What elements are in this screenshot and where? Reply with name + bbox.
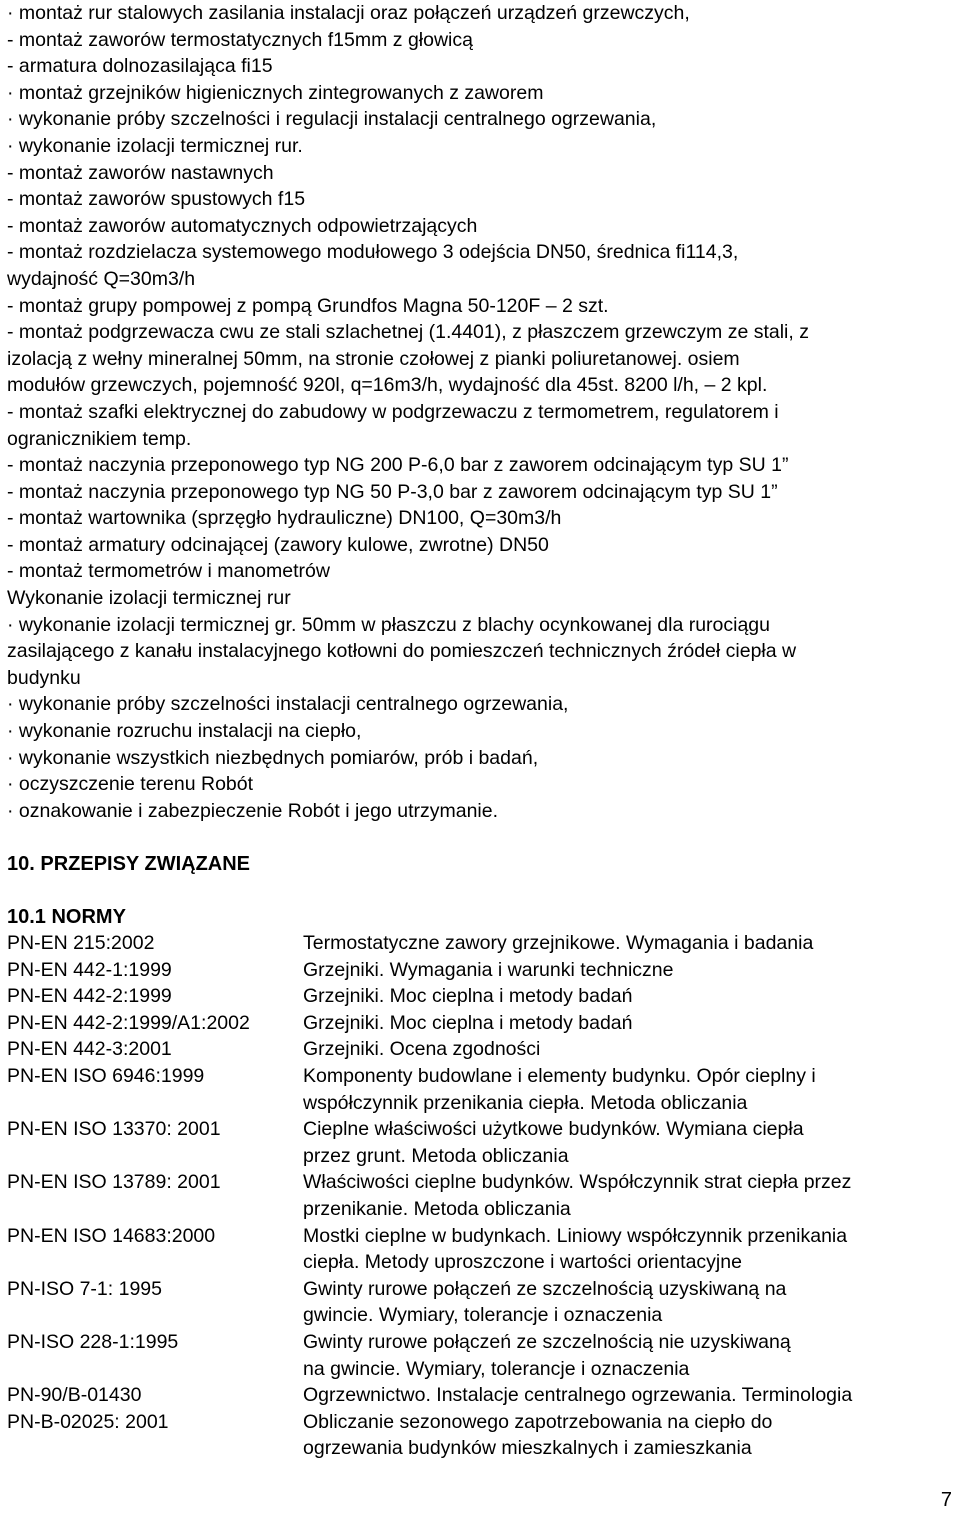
list-item: - montaż zaworów termostatycznych f15mm z głowicą xyxy=(7,28,473,51)
list-item: budynku xyxy=(7,666,81,689)
norm-row xyxy=(7,1010,959,1037)
list-item: · montaż grzejników higienicznych zintegrowanych z zaworem xyxy=(7,81,544,104)
norm-code: PN-ISO 7-1: 1995 xyxy=(7,1277,162,1300)
list-item: - montaż armatury odcinającej (zawory kulowe, zwrotne) DN50 xyxy=(7,533,549,556)
norm-description-line: Komponenty budowlane i elementy budynku. Opór cieplny i xyxy=(303,1064,816,1087)
norm-code: PN-EN ISO 13789: 2001 xyxy=(7,1171,221,1194)
norm-description xyxy=(303,957,959,984)
list-item: ogranicznikiem temp. xyxy=(7,427,192,450)
norm-row xyxy=(7,1409,959,1462)
list-item: - montaż grupy pompowej z pompą Grundfos Magna 50-120F – 2 szt. xyxy=(7,294,609,317)
norm-description-line: gwincie. Wymiary, tolerancje i oznaczenia xyxy=(303,1304,663,1327)
norm-description-line: Mostki cieplne w budynkach. Liniowy współczynnik przenikania xyxy=(303,1224,848,1247)
works-list xyxy=(7,0,957,824)
norm-row xyxy=(7,1382,959,1409)
norm-description xyxy=(303,1116,959,1169)
list-item: · oznakowanie i zabezpieczenie Robót i jego utrzymanie. xyxy=(7,799,499,822)
norm-row xyxy=(7,1276,959,1329)
list-item: - montaż podgrzewacza cwu ze stali szlachetnej (1.4401), z płaszczem grzewczym ze stali, z xyxy=(7,321,809,344)
norm-description-line: Gwinty rurowe połączeń ze szczelnością uzyskiwaną na xyxy=(303,1277,787,1300)
norm-row xyxy=(7,957,959,984)
norm-description-line: Termostatyczne zawory grzejnikowe. Wymagania i badania xyxy=(303,932,814,954)
norm-description-line: Grzejniki. Moc cieplna i metody badań xyxy=(303,985,633,1008)
norm-row xyxy=(7,1036,959,1063)
norm-code: PN-EN ISO 6946:1999 xyxy=(7,1064,205,1087)
norm-code: PN-EN 442-2:1999 xyxy=(7,985,172,1008)
list-item: · oczyszczenie terenu Robót xyxy=(7,773,254,796)
list-item: - montaż zaworów spustowych f15 xyxy=(7,188,306,211)
list-item: modułów grzewczych, pojemność 920l, q=16m3/h, wydajność dla 45st. 8200 l/h, – 2 kpl. xyxy=(7,374,768,397)
norm-description-line: współczynnik przenikania ciepła. Metoda obliczania xyxy=(303,1091,748,1114)
norm-description xyxy=(303,930,959,957)
norm-code: PN-EN ISO 13370: 2001 xyxy=(7,1118,221,1141)
list-item: - armatura dolnozasilająca fi15 xyxy=(7,55,273,78)
norm-description xyxy=(303,1063,959,1116)
norm-row xyxy=(7,1116,959,1169)
norm-row xyxy=(7,1223,959,1276)
list-item: wydajność Q=30m3/h xyxy=(7,267,196,290)
list-item: - montaż rozdzielacza systemowego modułowego 3 odejścia DN50, średnica fi114,3, xyxy=(7,241,739,264)
list-item: · wykonanie rozruchu instalacji na ciepło, xyxy=(7,720,362,743)
list-item: - montaż termometrów i manometrów xyxy=(7,560,330,583)
norm-description-line: Obliczanie sezonowego zapotrzebowania na ciepło do xyxy=(303,1410,773,1433)
norms-table xyxy=(7,930,959,1462)
norm-row xyxy=(7,1329,959,1382)
list-item: - montaż zaworów automatycznych odpowietrzających xyxy=(7,214,478,237)
list-item: - montaż wartownika (sprzęgło hydrauliczne) DN100, Q=30m3/h xyxy=(7,507,562,530)
list-item: · montaż rur stalowych zasilania instalacji oraz połączeń urządzeń grzewczych, xyxy=(7,2,690,24)
norm-description xyxy=(303,1409,959,1462)
norm-code: PN-EN 442-1:1999 xyxy=(7,958,172,981)
norm-description xyxy=(303,1223,959,1276)
list-item: - montaż naczynia przeponowego typ NG 50 P-3,0 bar z zaworem odcinającym typ SU 1” xyxy=(7,480,778,503)
norm-description-line: ogrzewania budynków mieszkalnych i zamieszkania xyxy=(303,1437,752,1460)
norm-description xyxy=(303,983,959,1010)
norm-description xyxy=(303,1276,959,1329)
norm-description-line: Grzejniki. Ocena zgodności xyxy=(303,1038,541,1061)
list-item: · wykonanie izolacji termicznej gr. 50mm w płaszczu z blachy ocynkowanej dla rurociągu xyxy=(7,613,770,636)
norm-description-line: przenikanie. Metoda obliczania xyxy=(303,1197,571,1220)
list-item: · wykonanie izolacji termicznej rur. xyxy=(7,134,303,157)
norm-description xyxy=(303,1036,959,1063)
list-item: - montaż szafki elektrycznej do zabudowy w podgrzewaczu z termometrem, regulatorem i xyxy=(7,400,779,423)
norm-code: PN-ISO 228-1:1995 xyxy=(7,1330,179,1353)
page-number: 7 xyxy=(940,1489,952,1511)
norm-description-line: Cieplne właściwości użytkowe budynków. Wymiana ciepła xyxy=(303,1118,804,1141)
norm-description-line: Grzejniki. Moc cieplna i metody badań xyxy=(303,1011,633,1034)
list-item: Wykonanie izolacji termicznej rur xyxy=(7,587,291,610)
norm-description xyxy=(303,1382,959,1409)
norm-description xyxy=(303,1010,959,1037)
section-heading: 10. PRZEPISY ZWIĄZANE xyxy=(7,853,251,875)
norm-code: PN-EN 442-3:2001 xyxy=(7,1038,172,1061)
norm-description-line: Grzejniki. Wymagania i warunki techniczne xyxy=(303,958,674,981)
list-item: - montaż zaworów nastawnych xyxy=(7,161,274,184)
norm-row xyxy=(7,1063,959,1116)
norm-row xyxy=(7,930,959,957)
list-item: - montaż naczynia przeponowego typ NG 200 P-6,0 bar z zaworem odcinającym typ SU 1” xyxy=(7,454,789,477)
norm-description xyxy=(303,1329,959,1382)
norm-description-line: Gwinty rurowe połączeń ze szczelnością nie uzyskiwaną xyxy=(303,1330,791,1353)
norm-code: PN-B-02025: 2001 xyxy=(7,1410,169,1433)
list-item: · wykonanie próby szczelności i regulacji instalacji centralnego ogrzewania, xyxy=(7,108,657,131)
subsection-heading: 10.1 NORMY xyxy=(7,906,126,928)
norm-code: PN-EN 442-2:1999/A1:2002 xyxy=(7,1011,250,1034)
norm-description-line: ciepła. Metody uproszczone i wartości orientacyjne xyxy=(303,1251,742,1274)
norm-description-line: przez grunt. Metoda obliczania xyxy=(303,1144,569,1167)
list-item: zasilającego z kanału instalacyjnego kotłowni do pomieszczeń technicznych źródeł ciepła w xyxy=(7,640,797,663)
norm-description-line: Ogrzewnictwo. Instalacje centralnego ogrzewania. Terminologia xyxy=(303,1384,853,1407)
list-item: · wykonanie próby szczelności instalacji centralnego ogrzewania, xyxy=(7,693,569,716)
norm-description xyxy=(303,1169,959,1222)
norm-description-line: Właściwości cieplne budynków. Współczynnik strat ciepła przez xyxy=(303,1171,852,1194)
norm-code: PN-EN 215:2002 xyxy=(7,932,155,954)
norm-code: PN-90/B-01430 xyxy=(7,1384,142,1407)
norm-description-line: na gwincie. Wymiary, tolerancje i oznaczenia xyxy=(303,1357,690,1380)
norm-code: PN-EN ISO 14683:2000 xyxy=(7,1224,216,1247)
norm-row xyxy=(7,1169,959,1222)
list-item: · wykonanie wszystkich niezbędnych pomiarów, prób i badań, xyxy=(7,746,539,769)
list-item: izolacją z wełny mineralnej 50mm, na stronie czołowej z pianki poliuretanowej. osiem xyxy=(7,347,740,370)
norm-row xyxy=(7,983,959,1010)
